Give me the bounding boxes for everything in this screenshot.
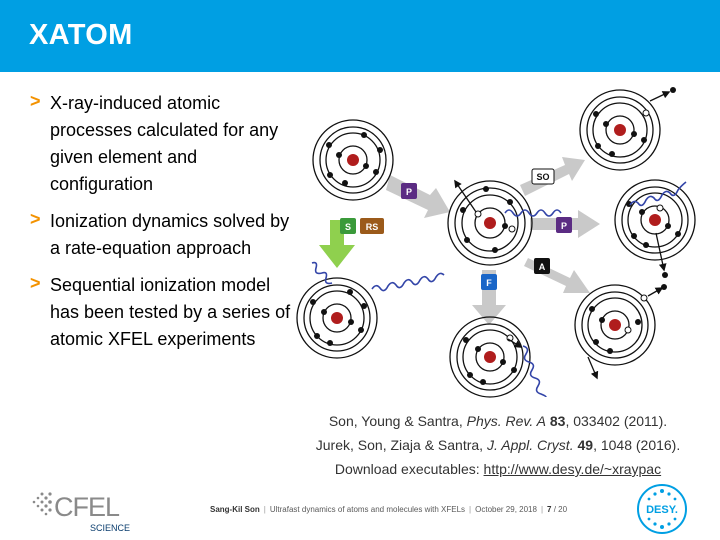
ref-journal: J. Appl. Cryst.	[486, 437, 574, 453]
footer-separator: |	[469, 505, 472, 514]
ref-journal: Phys. Rev. A	[466, 413, 546, 429]
footer-separator: |	[263, 505, 266, 514]
cfel-logo	[30, 482, 140, 534]
label-rs	[360, 218, 384, 234]
title-bar	[0, 0, 720, 72]
cfel-wordmark: CFEL	[54, 492, 120, 522]
cfel-science: SCIENCE	[90, 523, 131, 533]
reference-1	[280, 409, 716, 433]
footer-bar	[210, 505, 567, 514]
label-so	[532, 169, 554, 184]
cfel-dots-icon	[33, 492, 52, 515]
ref-pages: , 1048 (2016).	[593, 437, 681, 453]
label-a	[534, 258, 550, 274]
bullet-list	[30, 90, 292, 363]
footer-total: / 20	[553, 505, 568, 514]
footer-presenter: Sang-Kil Son	[210, 505, 260, 514]
bullet-marker: >	[30, 209, 41, 229]
label-p2-text: P	[560, 221, 568, 231]
footer-separator: |	[540, 505, 544, 514]
arrow-to-center	[386, 175, 450, 218]
atom-initial	[313, 120, 393, 200]
label-p1-text: P	[405, 187, 413, 197]
ref-volume: 49	[577, 437, 594, 453]
process-arrows	[386, 157, 600, 325]
photon-lines	[312, 182, 686, 397]
label-f-text: F	[486, 278, 492, 288]
download-line	[280, 457, 716, 481]
bullet-item	[30, 208, 292, 262]
label-p1	[401, 183, 417, 199]
bullet-text: Ionization dynamics solved by a rate-equation approach	[50, 211, 290, 258]
label-rs-text: RS	[365, 222, 379, 232]
footer-talk: Ultrafast dynamics of atoms and molecules with XFELs	[269, 505, 466, 514]
ref-authors: Son, Young & Santra,	[328, 413, 467, 429]
atom-scattered	[297, 278, 377, 358]
atom-auger	[575, 284, 667, 378]
slide-title: XATOM	[29, 19, 133, 51]
label-s	[340, 218, 356, 234]
photon-s	[372, 273, 444, 290]
label-so-text: SO	[536, 172, 550, 182]
atom-shakeoff	[580, 87, 676, 170]
label-s-text: S	[344, 222, 352, 232]
bullet-item	[30, 272, 292, 353]
atom-center	[448, 181, 532, 265]
atom-photoionized	[615, 180, 695, 278]
bullet-item	[30, 90, 292, 198]
arrow-a	[524, 258, 590, 293]
ref-authors: Jurek, Son, Ziaja & Santra,	[315, 437, 487, 453]
footer-date: October 29, 2018	[475, 505, 537, 514]
ionization-diagram	[290, 80, 700, 405]
bullet-marker: >	[30, 273, 41, 293]
photon-incoming	[505, 210, 561, 216]
photon-f	[523, 346, 546, 397]
label-p2	[556, 217, 572, 233]
desy-logo	[635, 482, 689, 536]
footer-page: 7	[547, 505, 552, 514]
atom-fluorescence	[450, 317, 530, 397]
references	[280, 409, 716, 481]
reference-2	[280, 433, 716, 457]
download-link[interactable]: http://www.desy.de/~xraypac	[483, 461, 662, 477]
label-f	[481, 274, 497, 290]
bullet-text: X-ray-induced atomic processes calculated for any given element and configuration	[50, 93, 279, 194]
bullet-marker: >	[30, 91, 41, 111]
ref-pages: , 033402 (2011).	[565, 413, 668, 429]
desy-wordmark: DESY.	[646, 504, 678, 516]
label-a-text: A	[538, 262, 546, 272]
download-label: Download executables:	[334, 461, 484, 477]
bullet-text: Sequential ionization model has been tested by a series of atomic XFEL experiments	[50, 275, 291, 349]
ref-volume: 83	[549, 413, 566, 429]
